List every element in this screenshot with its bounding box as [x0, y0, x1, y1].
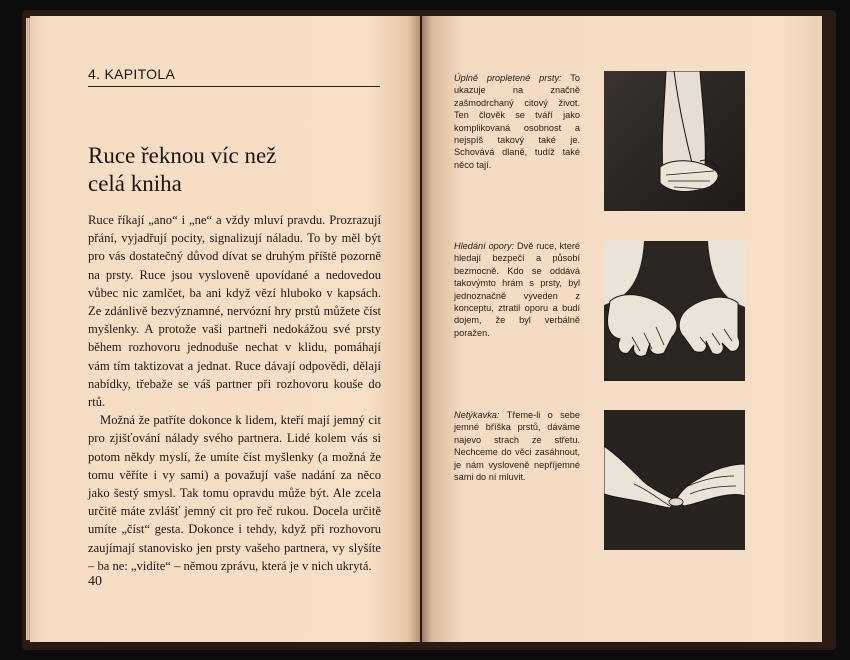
caption-2-text: Dvě ruce, které hledají bezpečí a působí bezmocně. Kdo se oddává takovýmto hrám s prsty, byl jednoznačně vyveden z konceptu, ztratil oporu a budí dojem, že byl verbálně poražen.: [454, 241, 580, 338]
caption-2-lead: Hledání opory:: [454, 241, 515, 251]
page-title: [88, 142, 388, 198]
body-text: [88, 211, 381, 575]
title-line-1: Ruce řeknou víc než: [88, 143, 277, 168]
caption-2: [454, 240, 580, 339]
caption-1-lead: Úplně propletené prsty:: [454, 73, 562, 83]
chapter-heading: 4. KAPITOLA: [88, 66, 380, 87]
title-line-2: celá kniha: [88, 171, 182, 196]
caption-3: [454, 409, 580, 483]
caption-3-lead: Netýkavka:: [454, 410, 500, 420]
caption-1: [454, 72, 580, 171]
interlaced-fingers-illustration: [604, 71, 745, 211]
paragraph-1: Ruce říkají „ano“ i „ne“ a vždy mluví pravdu. Prozrazují přání, vyjadřují pocity, signalizují náladu. To by měl být pro vás dostatečný důvod dívat se druhým příště pozorně na prsty. Ruce jsou vysloveně upovídané a nedovedou vůbec nic zamlčet, ba ani když vězí hluboko v kapsách. Ze zdánlivě bezvýznamné, nervózní hry prstů můžete číst myšlenky. A protože vaši partneři nedokážou své prsty během rozhovoru jednoduše nechat v klidu, pomáhají vám tím taktizovat a jednat. Ruce dávají odpovědi, dělají nabídky, třebaže se váš partner při rozhovoru kouše do rtů.: [88, 213, 381, 410]
paragraph-2: Možná že patříte dokonce k lidem, kteří mají jemný cit pro zjišťování nálady svého partnera. Lidé kolem vás si potom někdy myslí, že umíte číst myšlenky (a možná že tomu věříte i vy sami) a považují vaše nadání za něco jako šestý smysl. Tak tomu opravdu může být. Ale zcela určitě máte zvlášť jemný cit pro řeč rukou. Docela určitě umíte „číst“ gesta. Dokonce i tehdy, když při rozhovoru zaujímají stanovisko jen prsty vašeho partnera, vy slyšíte – ba ne: „vidíte“ – němou zprávu, která je v nich ukrytá.: [88, 413, 381, 573]
fingertips-rubbing-illustration: [604, 410, 745, 550]
page-number: 40: [88, 574, 102, 589]
caption-1-text: To ukazuje na značně zašmodrchaný citový život. Ten člověk se tváří jako komplikovaná osobnost a nejspíš takový také je. Schovává dlaně, tudíž také něco tají.: [454, 73, 580, 170]
caption-3-text: Třeme-li o sebe jemné bříška prstů, dáváme najevo strach ze střetu. Nechceme do věci zasáhnout, je nám vysloveně nepříjemné sami do ní mluvit.: [454, 410, 580, 483]
hands-seeking-support-illustration: [604, 241, 745, 381]
